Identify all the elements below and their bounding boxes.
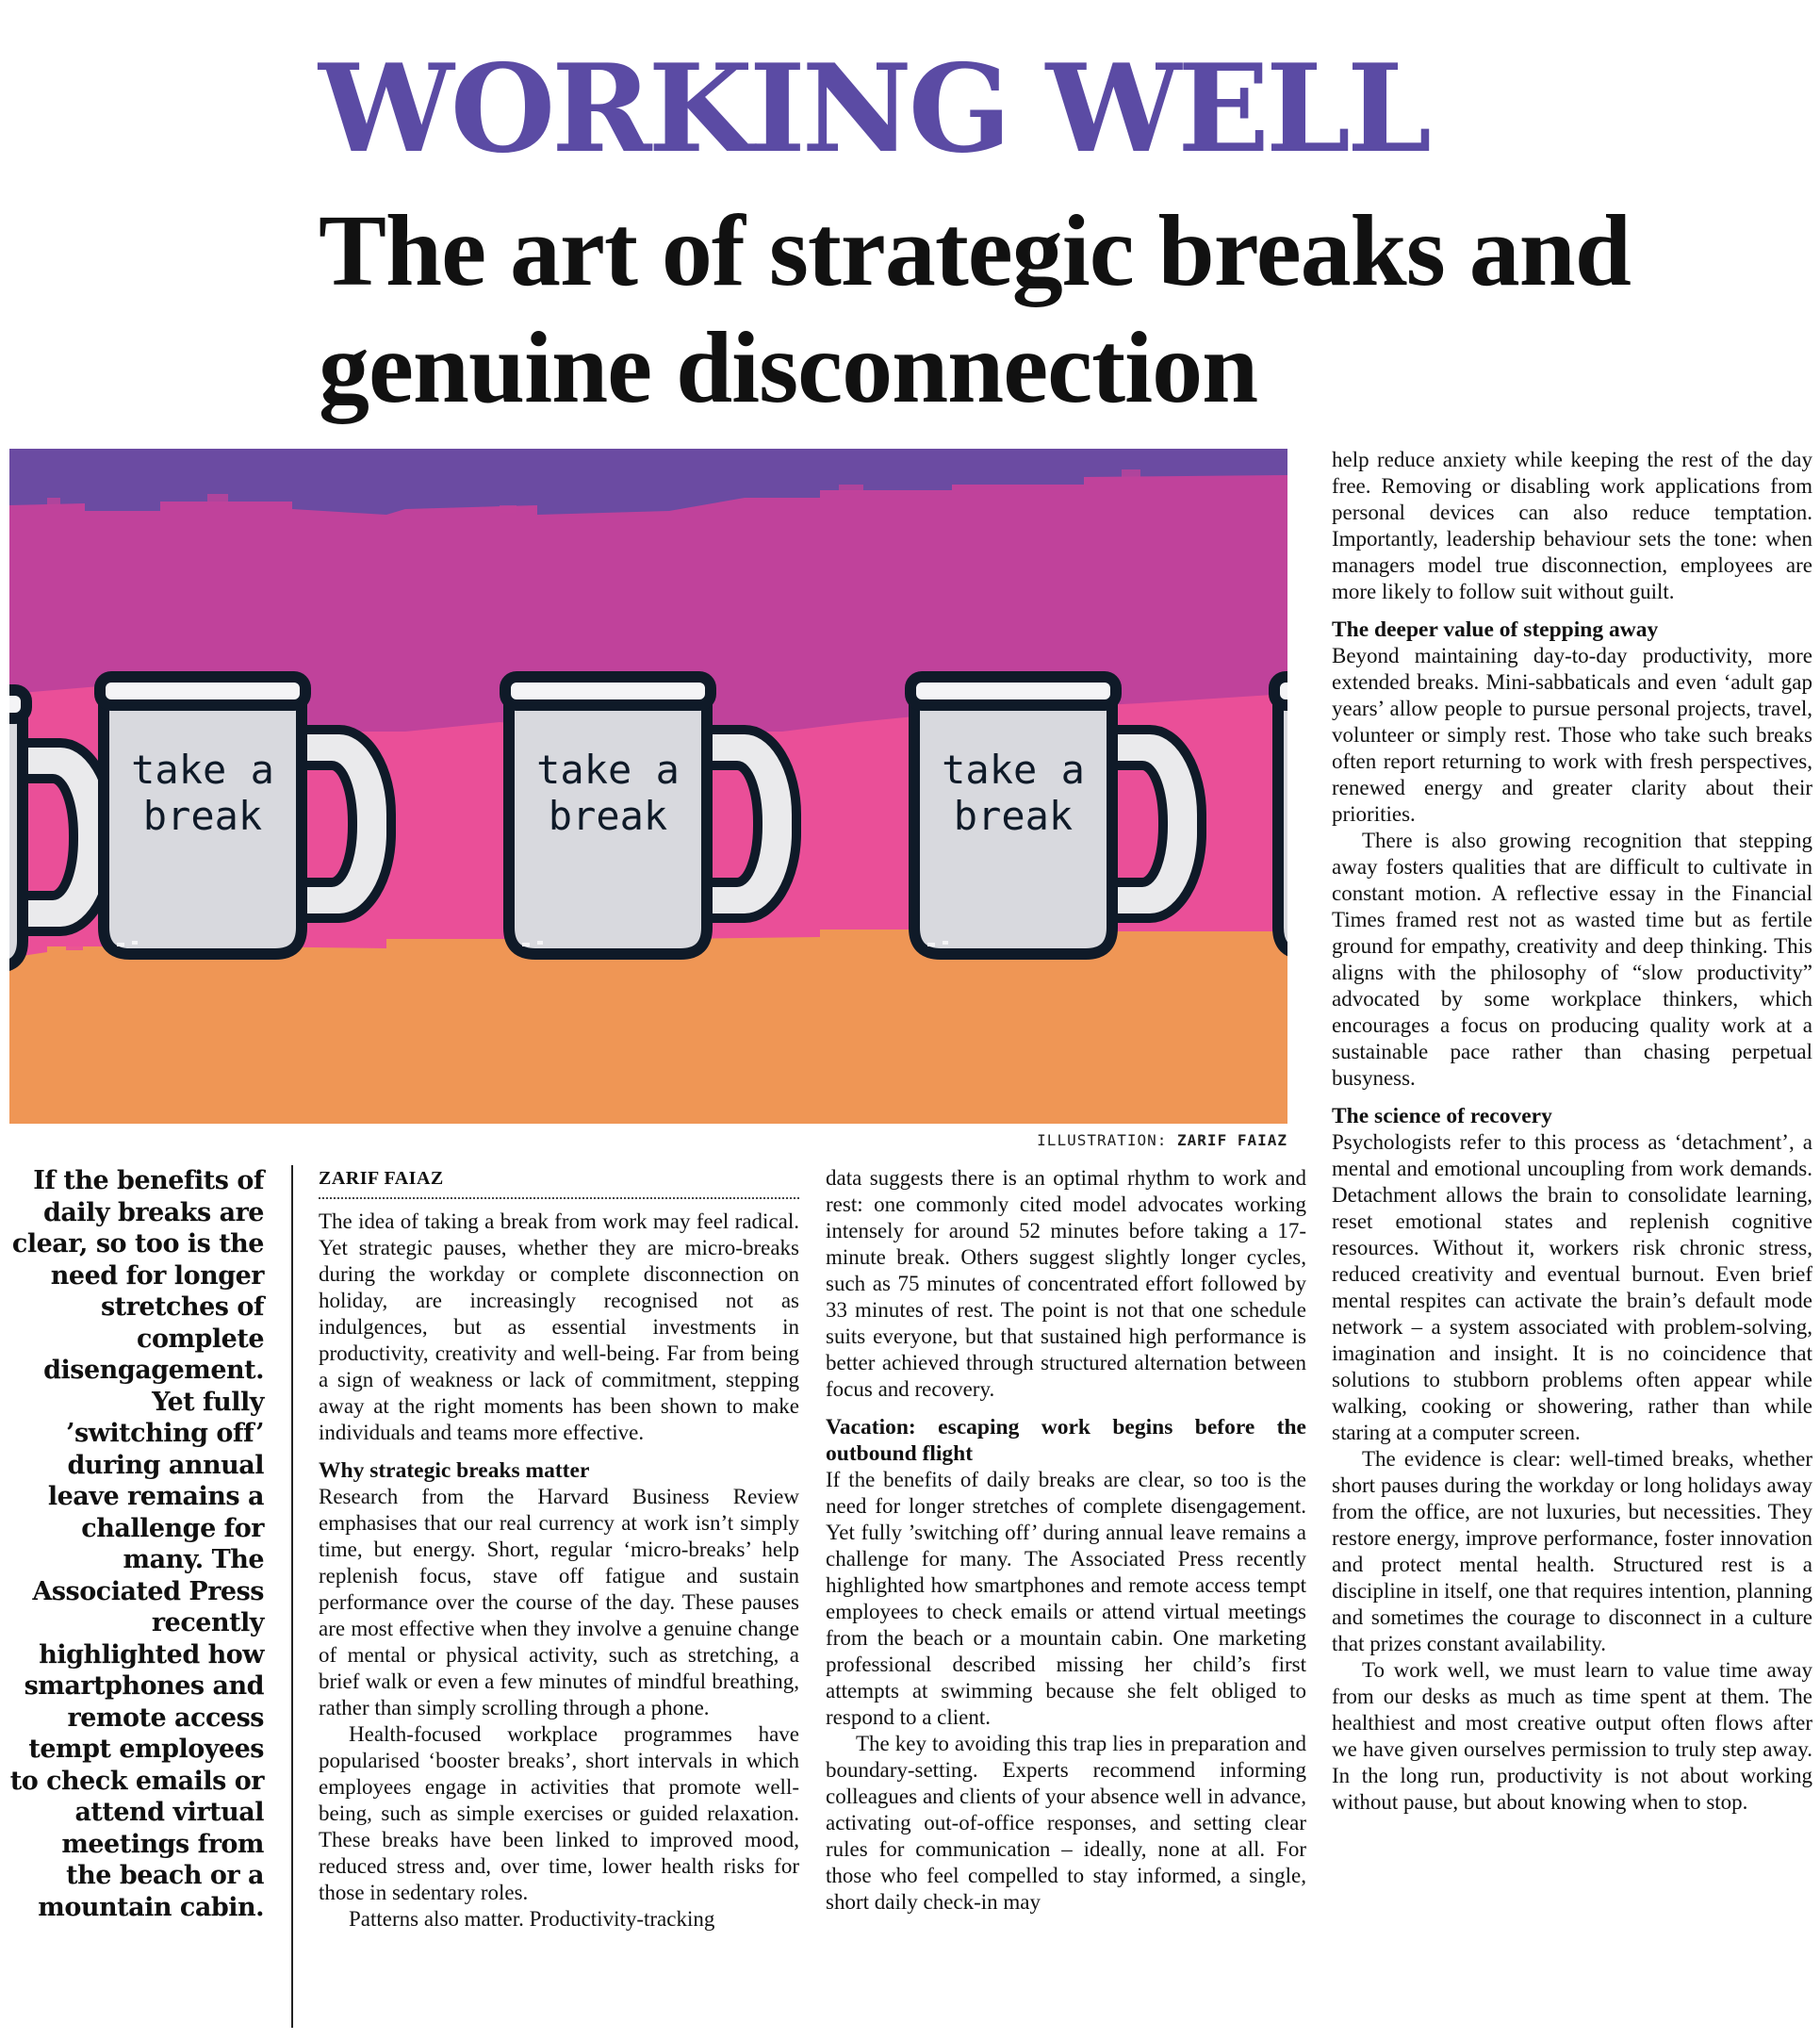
col1-paragraph-2: Research from the Harvard Business Review emphasises that our real currency at work isn’t simply time, but energy. Short, regular ‘micro-breaks’ help replenish focus, stave off fatigue and sustain performance over the course of the day. These pauses are most effective when they involve a genuine change of mental or physical activity, such as stretching, a brief walk or even a few minutes of mindful breathing, rather than simply scrolling through a phone.	[319, 1485, 799, 1719]
section-kicker: WORKING WELL	[319, 39, 1428, 180]
article-column-2	[826, 1165, 1306, 1916]
headline: The art of strategic breaks and genuine disconnection	[319, 195, 1631, 424]
mug-1-text-line2: break	[142, 793, 263, 839]
illustration-credit	[9, 1131, 1287, 1149]
subhead-vacation: Vacation: escaping work begins before the outbound flight	[826, 1415, 1306, 1466]
article-column-3	[1332, 447, 1812, 1816]
pull-quote: If the benefits of daily breaks are clear, so too is the need for longer stretches of complete disengagement. Yet fully ’switching off’ during annual leave remains a challenge for many. The Associated Press recently highlighted how smartphones and remote access tempt employees to check emails or attend virtual meetings from the beach or a mountain cabin.	[9, 1166, 264, 1922]
mug-3-text-line2: break	[953, 793, 1074, 839]
subhead-deeper-value: The deeper value of stepping away	[1332, 617, 1659, 642]
illustration	[9, 449, 1287, 1124]
col3-paragraph-4: Psychologists refer to this process as ‘detachment’, a mental and emotional uncoupling from work demands. Detachment allows the brain to consolidate learning, reset emotional states and replenish cognitive resources. Without it, workers risk chronic stress, reduced creativity and eventual burnout. Even brief mental respites can activate the brain’s default mode network – a system associated with problem-solving, imagination and insight. It is no coincidence that solutions to stubborn problems often appear while walking, cooking or showering, rather than while staring at a computer screen.	[1332, 1130, 1812, 1444]
col1-paragraph-1: The idea of taking a break from work may feel radical. Yet strategic pauses, whether they are micro-breaks during the workday or complete disconnection on holiday, are increasingly recognised not as indulgences, but as essential investments in productivity, creativity and well-being. Far from being a sign of weakness or lack of commitment, stepping away at the right moments has been shown to make individuals and teams more effective.	[319, 1209, 799, 1444]
mug-3-text-line1: take a	[942, 747, 1085, 793]
mug-1-text-line1: take a	[131, 747, 274, 793]
mug-right-partial	[1274, 677, 1287, 954]
credit-label: ILLUSTRATION:	[1037, 1131, 1178, 1149]
article-column-1	[319, 1165, 799, 1933]
byline: ZARIF FAIAZ	[319, 1165, 799, 1199]
col3-paragraph-2: Beyond maintaining day-to-day productivity, more extended breaks. Mini-sabbaticals and even ‘adult gap years’ allow people to pursue personal projects, travel, volunteer or simply rest. Those who take such breaks often report returning to work with fresh perspectives, renewed energy and greater clarity about their priorities.	[1332, 644, 1812, 826]
subhead-science-of-recovery: The science of recovery	[1332, 1104, 1552, 1128]
col3-paragraph-5: The evidence is clear: well-timed breaks, whether short pauses during the workday or long holidays away from the office, are not luxuries, but necessities. They restore energy, improve performance, foster innovation and protect mental health. Structured rest is a discipline in itself, one that requires intention, planning and sometimes the courage to disconnect in a culture that prizes constant availability.	[1332, 1447, 1812, 1655]
col3-paragraph-6: To work well, we must learn to value time away from our desks as much as time spent at them. The healthiest and most creative output often flows after we have given ourselves permission to truly step away. In the long run, productivity is not about working without pause, but about knowing when to stop.	[1332, 1658, 1812, 1814]
mug-2-text-line1: take a	[536, 747, 680, 793]
column-rule	[291, 1165, 293, 2028]
credit-name: ZARIF FAIAZ	[1177, 1131, 1287, 1149]
col2-paragraph-2: If the benefits of daily breaks are clear, so too is the need for longer stretches of complete disengagement. Yet fully ’switching off’ during annual leave remains a challenge for many. The Associated Press recently highlighted how smartphones and remote access tempt employees to check emails or attend virtual meetings from the beach or a mountain cabin. One marketing professional described missing her child’s first attempts at swimming because she felt obliged to respond to a client.	[826, 1468, 1306, 1729]
subhead-why-strategic-breaks: Why strategic breaks matter	[319, 1458, 590, 1483]
mug-2-text-line2: break	[548, 793, 668, 839]
col2-paragraph-3: The key to avoiding this trap lies in preparation and boundary-setting. Experts recommend informing colleagues and clients of your absence well in advance, activating out-of-office responses, and setting clear rules for communication – ideally, none at all. For those who feel compelled to stay informed, a single, short daily check-in may	[826, 1732, 1306, 1914]
col1-paragraph-3: Health-focused workplace programmes have popularised ‘booster breaks’, short intervals in which employees engage in activities that promote well-being, such as simple exercises or guided relaxation. These breaks have been linked to improved mood, reduced stress and, over time, lower health risks for those in sedentary roles.	[319, 1722, 799, 1904]
col3-paragraph-1: help reduce anxiety while keeping the rest of the day free. Removing or disabling work applications from personal devices can also reduce temptation. Importantly, leadership behaviour sets the tone: when managers model true disconnection, employees are more likely to follow suit without guilt.	[1332, 448, 1812, 603]
col1-paragraph-4: Patterns also matter. Productivity-tracking	[349, 1907, 715, 1931]
col3-paragraph-3: There is also growing recognition that stepping away fosters qualities that are difficult to cultivate in constant motion. A reflective essay in the Financial Times framed rest not as wasted time but as fertile ground for empathy, creativity and deep thinking. This aligns with the philosophy of “slow productivity” advocated by some workplace thinkers, which encourages a focus on producing quality work at a sustainable pace rather than chasing perpetual busyness.	[1332, 829, 1812, 1090]
col2-paragraph-1: data suggests there is an optimal rhythm to work and rest: one commonly cited model advocates working intensely for around 52 minutes before taking a 17-minute break. Others suggest slightly longer cycles, such as 75 minutes of concentrated effort followed by 33 minutes of rest. The point is not that one schedule suits everyone, but that sustained high performance is better achieved through structured alternation between focus and recovery.	[826, 1166, 1306, 1401]
